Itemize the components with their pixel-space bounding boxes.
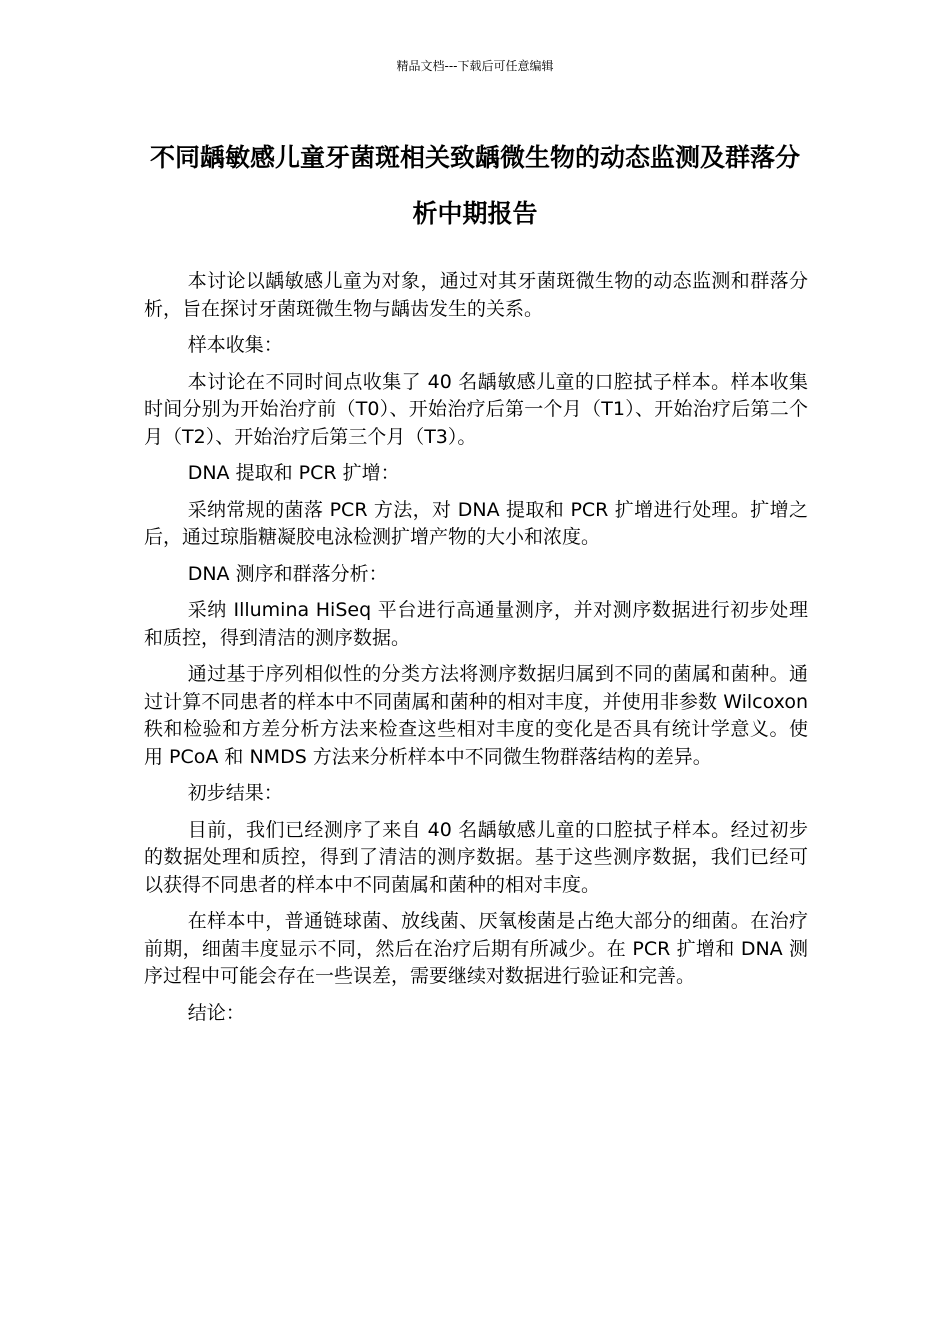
section-heading-conclusion: 结论： [187,1001,245,1024]
bacteria-paragraph: 在样本中，普通链球菌、放线菌、厌氧梭菌是占绝大部分的细菌。在治疗前期，细菌丰度显示不同，然后在治疗后期有所减少。在 PCR 扩增和 DNA 测序过程中可能会存在一些误差，需要继续对数据进行验证和完善。 [144,910,808,987]
section-heading-sample-collection: 样本收集： [187,334,283,356]
results-paragraph: 目前，我们已经测序了来自 40 名龋敏感儿童的口腔拭子样本。经过初步的数据处理和质控，得到了清洁的测序数据。基于这些测序数据，我们已经可以获得不同患者的样本中不同菌属和菌种的相对丰度。 [144,818,808,896]
sequencing-paragraph: 采纳 Illumina HiSeq 平台进行高通量测序，并对测序数据进行初步处理和质控，得到清洁的测序数据。 [144,599,808,649]
section-heading-dna-extraction: DNA 提取和 PCR 扩增： [187,462,400,484]
page-header: 精品文档---下载后可任意编辑 [396,59,554,73]
document-body [144,268,808,1036]
dna-extraction-paragraph: 采纳常规的菌落 PCR 方法，对 DNA 提取和 PCR 扩增进行处理。扩增之后，通过琼脂糖凝胶电泳检测扩增产物的大小和浓度。 [144,498,808,548]
sample-collection-paragraph: 本讨论在不同时间点收集了 40 名龋敏感儿童的口腔拭子样本。样本收集时间分别为开始治疗前（T0）、开始治疗后第一个月（T1）、开始治疗后第二个月（T2）、开始治疗后第三个月（T3）。 [144,370,808,448]
analysis-paragraph: 通过基于序列相似性的分类方法将测序数据归属到不同的菌属和菌种。通过计算不同患者的样本中不同菌属和菌种的相对丰度，并使用非参数 Wilcoxon 秩和检验和方差分析方法来检查这些相对丰度的变化是否具有统计学意义。使用 PCoA 和 NMDS 方法来分析样本中不同微生物群落结构的差异。 [144,663,808,768]
section-heading-sequencing: DNA 测序和群落分析： [187,562,388,585]
intro-paragraph: 本讨论以龋敏感儿童为对象，通过对其牙菌斑微生物的动态监测和群落分析，旨在探讨牙菌斑微生物与龋齿发生的关系。 [144,270,808,320]
section-heading-preliminary-results: 初步结果： [187,782,283,804]
document-title: 不同龋敏感儿童牙菌斑相关致龋微生物的动态监测及群落分析中期报告 [149,143,800,228]
